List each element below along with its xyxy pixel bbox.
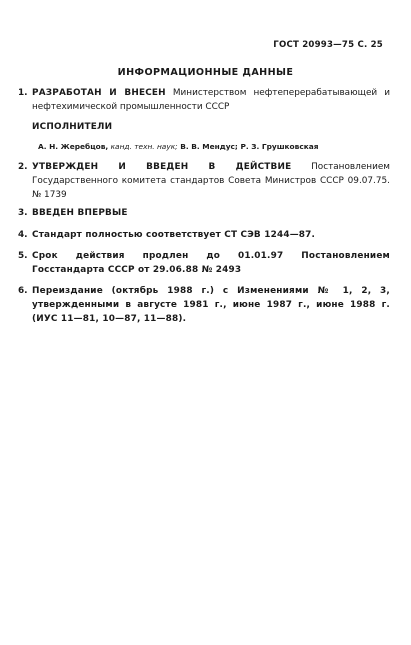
author-name: А. Н. Жеребцов, (38, 142, 109, 151)
item-number: 2. (18, 162, 28, 172)
item-text: Министерством нефтеперерабатывающей и нефтехимической промышленности СССР (32, 88, 390, 112)
info-item-4 (18, 228, 390, 242)
author-name: В. В. Мендус; (177, 142, 238, 151)
item-text: Срок действия продлен до 01.01.97 Постановлением Госстандарта СССР от 29.06.88 № 2493 (32, 251, 390, 275)
executors-heading: ИСПОЛНИТЕЛИ (32, 122, 113, 132)
item-lead: РАЗРАБОТАН И ВНЕСЕН (32, 88, 166, 98)
item-number: 1. (18, 88, 28, 98)
info-item-6 (18, 284, 390, 326)
info-item-1 (18, 86, 390, 114)
document-code: ГОСТ 20993—75 С. 25 (273, 40, 383, 50)
item-body (32, 206, 390, 220)
item-text: Переиздание (октябрь 1988 г.) с Изменениями № 1, 2, 3, утвержденными в августе 1981 г., июне 1987 г., июне 1988 г. (ИУС 11—81, 10—87, 11—88). (32, 286, 390, 324)
item-body (32, 228, 390, 242)
author-name: Р. З. Грушковская (237, 142, 319, 151)
item-number: 4. (18, 230, 28, 240)
item-number: 5. (18, 251, 28, 261)
info-item-3 (18, 206, 390, 220)
info-item-2 (18, 160, 390, 202)
item-lead: УТВЕРЖДЕН И ВВЕДЕН В ДЕЙСТВИЕ (32, 162, 292, 172)
item-lead: ВВЕДЕН ВПЕРВЫЕ (32, 208, 128, 218)
info-item-5 (18, 249, 390, 277)
item-body (32, 160, 390, 202)
executors-list (38, 142, 318, 152)
item-body (32, 284, 390, 326)
item-text: Постановлением Государственного комитета стандартов Совета Министров СССР 09.07.75. № 1739 (32, 162, 390, 200)
page-title: ИНФОРМАЦИОННЫЕ ДАННЫЕ (117, 67, 294, 78)
item-text: Стандарт полностью соответствует СТ СЭВ 1244—87. (32, 230, 316, 240)
item-number: 6. (18, 286, 28, 296)
item-number: 3. (18, 208, 28, 218)
item-body (32, 249, 390, 277)
author-degree: канд. техн. наук; (108, 142, 178, 151)
item-body (32, 86, 390, 114)
